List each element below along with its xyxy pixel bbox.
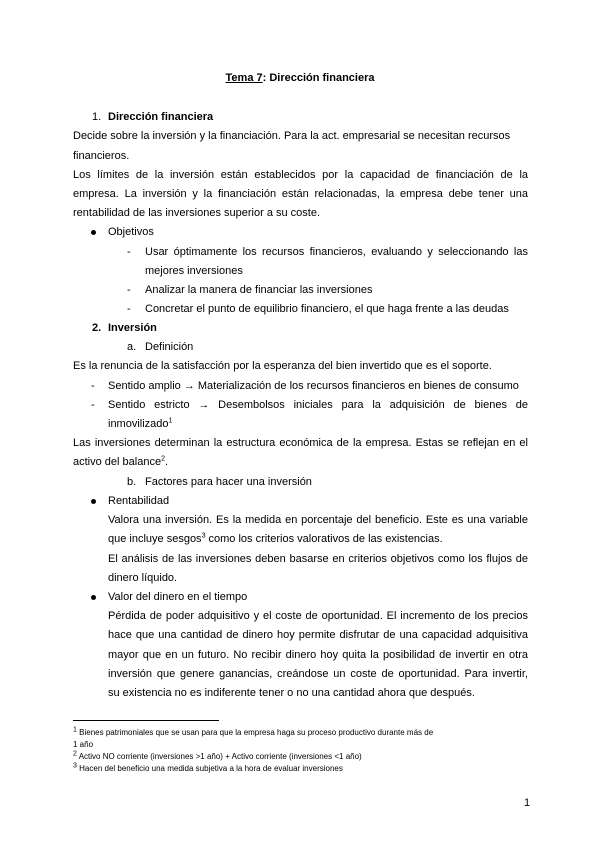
s1-paragraph-1-line-2: financieros. (73, 150, 130, 162)
bullet-dot (91, 499, 96, 504)
footnote-1-mark: 1 (73, 726, 77, 734)
s1-paragraph-2-line-3: rentabilidad de las inversiones superior a su coste. (73, 207, 321, 219)
sesgos-text: que incluye sesgos (108, 533, 202, 545)
section-1-heading: Dirección financiera (108, 111, 214, 123)
estricto-text: inmovilizado (108, 418, 169, 430)
rentabilidad-line-2 (108, 533, 443, 546)
dash-marker: - (91, 399, 95, 411)
footnote-3 (73, 764, 343, 774)
page-number: 1 (524, 797, 531, 809)
valor-title: Valor del dinero en el tiempo (108, 591, 248, 603)
section-2-number: 2. (92, 322, 102, 334)
footnote-1-text: Bienes patrimoniales que se usan para que la empresa haga su proceso productivo durante más de (79, 728, 434, 737)
page-title (0, 72, 600, 85)
footnote-3-mark: 3 (73, 762, 77, 770)
s1-paragraph-2-line-1: Los límites de la inversión están establecidos por la capacidad de financiación de la (73, 169, 528, 181)
objective-1-line-2: mejores inversiones (145, 265, 243, 277)
title-rest: : Dirección financiera (262, 72, 375, 84)
objective-2: Analizar la manera de financiar las inversiones (145, 284, 373, 296)
dash-marker: - (127, 303, 131, 315)
footnote-separator (73, 720, 219, 721)
s1-paragraph-1-line-1: Decide sobre la inversión y la financiación. Para la act. empresarial se necesitan recursos (73, 130, 511, 142)
subsection-b-title: Factores para hacer una inversión (145, 476, 312, 488)
rentabilidad-line-3: El análisis de las inversiones deben basarse en criterios objetivos como los flujos de (108, 553, 528, 565)
footnote-3-text: Hacen del beneficio una medida subjetiva a la hora de evaluar inversiones (79, 764, 343, 773)
s1-paragraph-2-line-2: empresa. La inversión y la financiación están relacionadas, la empresa debe tener una (73, 188, 528, 200)
subsection-b-label: b. (127, 476, 137, 488)
sentido-estricto-line-1: Sentido estricto → Desembolsos iniciales para la adquisición de bienes de (108, 399, 528, 411)
balance-period: . (164, 456, 169, 468)
valor-line-5: su existencia no es indiferente tener o no una cantidad ahora que después. (108, 687, 475, 699)
footnote-1-line-2: 1 año (73, 740, 94, 749)
valor-line-4: inversión que genere ganancias, creándose un coste de oportunidad. Para invertir, (108, 668, 528, 680)
footnote-2-text: Activo NO corriente (inversiones >1 año) + Activo corriente (inversiones <1 año) (78, 752, 362, 761)
inversiones-line-1: Las inversiones determinan la estructura económica de la empresa. Estas se reflejan en el (73, 437, 528, 449)
section-2-heading: Inversión (108, 322, 157, 334)
bullet-dot (91, 595, 96, 600)
rentabilidad-line-4: dinero líquido. (108, 572, 178, 584)
objective-1-line-1: Usar óptimamente los recursos financieros, evaluando y seleccionando las (145, 246, 528, 258)
title-topic: Tema 7 (225, 72, 263, 84)
objective-3: Concretar el punto de equilibrio financiero, el que haga frente a las deudas (145, 303, 509, 315)
rentabilidad-line-1: Valora una inversión. Es la medida en porcentaje del beneficio. Este es una variable (108, 514, 528, 526)
definition-text: Es la renuncia de la satisfacción por la esperanza del bien invertido que es el soporte. (73, 360, 492, 372)
dash-marker: - (91, 380, 95, 392)
valor-line-3: mayor que en un futuro. No recibir dinero hoy quita la posibilidad de invertir en otra (108, 649, 528, 661)
subsection-a-title: Definición (145, 341, 194, 353)
footnote-1-line-1 (73, 728, 433, 738)
rentabilidad-title: Rentabilidad (108, 495, 170, 507)
bullet-dot (91, 230, 96, 235)
footnote-ref-3[interactable]: 3 (201, 532, 206, 540)
section-1-number: 1. (92, 111, 102, 123)
footnote-2-mark: 2 (73, 750, 77, 758)
sesgos-text-end: como los criterios valorativos de las existencias. (205, 533, 443, 545)
footnote-2 (73, 752, 362, 762)
subsection-a-label: a. (127, 341, 137, 353)
footnote-ref-2[interactable]: 2 (161, 455, 165, 463)
sentido-amplio: Sentido amplio → Materialización de los recursos financieros en bienes de consumo (108, 380, 519, 392)
footnote-ref-1[interactable]: 1 (168, 417, 173, 425)
inversiones-line-2 (73, 456, 168, 469)
objetivos-label: Objetivos (108, 226, 154, 238)
dash-marker: - (127, 284, 131, 296)
sentido-estricto-line-2 (108, 418, 172, 431)
valor-line-2: hace que una cantidad de dinero hoy permite disfrutar de una capacidad adquisitiva (108, 629, 528, 641)
balance-text: activo del balance (73, 456, 162, 468)
valor-line-1: Pérdida de poder adquisitivo y el coste de oportunidad. El incremento de los precios (108, 610, 528, 622)
dash-marker: - (127, 246, 131, 258)
